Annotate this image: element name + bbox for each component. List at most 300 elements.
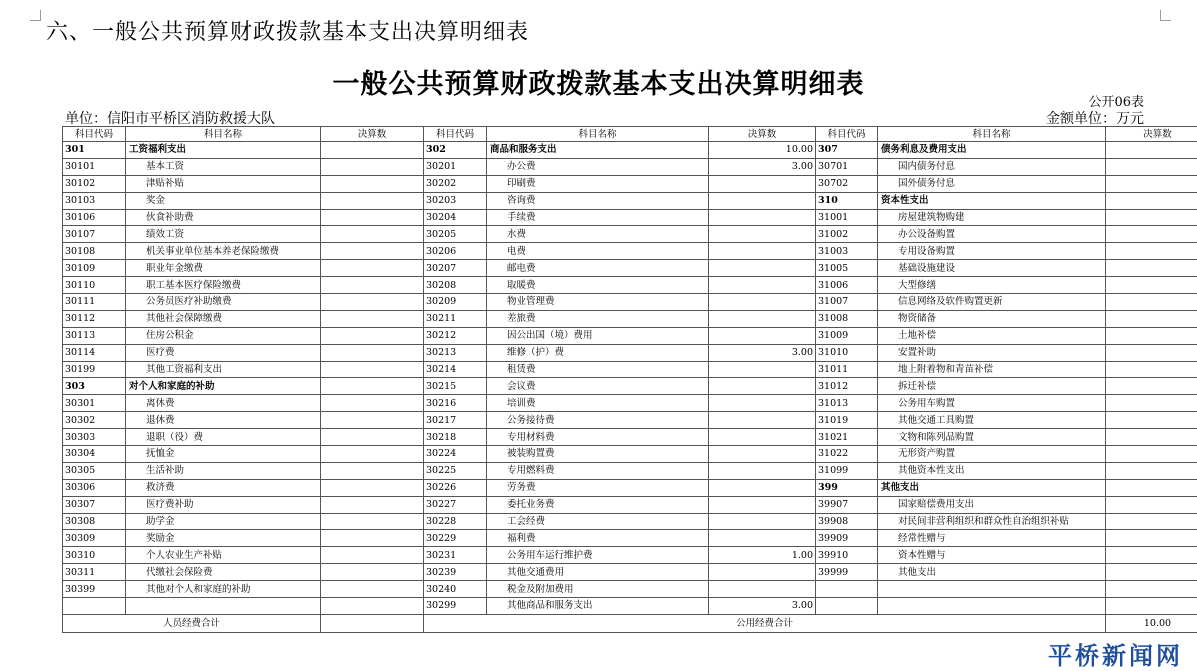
final-amount-cell (1106, 344, 1197, 361)
final-amount-cell (709, 310, 816, 327)
subject-name-cell: 房屋建筑物购建 (878, 209, 1106, 226)
final-amount-cell (709, 395, 816, 412)
subject-code-cell: 31009 (816, 327, 878, 344)
subject-name-cell: 手续费 (487, 209, 709, 226)
final-amount-cell (709, 462, 816, 479)
final-amount-cell (321, 564, 424, 581)
column-header: 科目名称 (126, 127, 321, 142)
subject-code-cell: 39999 (816, 564, 878, 581)
subject-code-cell: 30211 (424, 310, 487, 327)
subject-name-cell: 会议费 (487, 378, 709, 395)
subject-code-cell: 30216 (424, 395, 487, 412)
subject-code-cell: 30311 (63, 564, 126, 581)
subject-code-cell: 30199 (63, 361, 126, 378)
final-amount-cell (1106, 277, 1197, 294)
subject-code-cell: 30214 (424, 361, 487, 378)
table-row (63, 158, 1197, 175)
final-amount-cell (1106, 598, 1197, 615)
table-row (63, 310, 1197, 327)
subject-code-cell: 30109 (63, 260, 126, 277)
final-amount-cell (321, 209, 424, 226)
subject-code-cell: 31013 (816, 395, 878, 412)
subject-name-cell: 工会经费 (487, 513, 709, 530)
subject-code-cell: 31099 (816, 462, 878, 479)
subject-name-cell: 经常性赠与 (878, 530, 1106, 547)
subject-code-cell: 30310 (63, 547, 126, 564)
subject-code-cell (816, 598, 878, 615)
final-amount-cell (1106, 243, 1197, 260)
final-amount-cell (1106, 513, 1197, 530)
final-amount-cell (709, 243, 816, 260)
section-heading: 六、一般公共预算财政拨款基本支出决算明细表 (46, 20, 530, 45)
subject-name-cell: 大型修缮 (878, 277, 1106, 294)
subject-code-cell: 30110 (63, 277, 126, 294)
subject-code-cell: 39910 (816, 547, 878, 564)
subject-code-cell: 30224 (424, 446, 487, 463)
final-amount-cell (321, 496, 424, 513)
table-row (63, 192, 1197, 209)
subject-name-cell: 委托业务费 (487, 496, 709, 513)
table-row (63, 344, 1197, 361)
final-amount-cell: 1.00 (709, 547, 816, 564)
table-row (63, 327, 1197, 344)
subject-code-cell: 30206 (424, 243, 487, 260)
final-amount-cell (321, 378, 424, 395)
subject-name-cell: 物资储备 (878, 310, 1106, 327)
table-row (63, 496, 1197, 513)
subject-name-cell: 租赁费 (487, 361, 709, 378)
subject-code-cell: 30308 (63, 513, 126, 530)
subject-code-cell: 303 (63, 378, 126, 395)
subject-code-cell: 31010 (816, 344, 878, 361)
subject-name-cell: 水费 (487, 226, 709, 243)
subject-name-cell: 退职（役）费 (126, 429, 321, 446)
final-amount-cell (1106, 395, 1197, 412)
subject-code-cell: 30302 (63, 412, 126, 429)
subject-code-cell: 30107 (63, 226, 126, 243)
public-total-label: 公用经费合计 (424, 614, 1106, 632)
final-amount-cell (321, 192, 424, 209)
subject-name-cell: 信息网络及软件购置更新 (878, 294, 1106, 311)
column-header: 科目名称 (487, 127, 709, 142)
subject-code-cell: 30203 (424, 192, 487, 209)
personnel-total-label: 人员经费合计 (63, 614, 321, 632)
subject-code-cell (816, 581, 878, 598)
final-amount-cell (709, 530, 816, 547)
subject-code-cell: 31019 (816, 412, 878, 429)
final-amount-cell (709, 209, 816, 226)
subject-code-cell: 31007 (816, 294, 878, 311)
subject-name-cell: 资本性赠与 (878, 547, 1106, 564)
table-row (63, 226, 1197, 243)
subject-name-cell: 其他交通费用 (487, 564, 709, 581)
subject-name-cell: 基本工资 (126, 158, 321, 175)
subject-code-cell: 30228 (424, 513, 487, 530)
final-amount-cell (321, 395, 424, 412)
final-amount-cell (321, 260, 424, 277)
final-amount-cell (321, 175, 424, 192)
subject-code-cell: 30205 (424, 226, 487, 243)
final-amount-cell (709, 412, 816, 429)
final-amount-cell (1106, 479, 1197, 496)
final-amount-cell (709, 429, 816, 446)
subject-code-cell: 30103 (63, 192, 126, 209)
final-amount-cell (709, 226, 816, 243)
subject-code-cell: 30399 (63, 581, 126, 598)
unit-label: 单位：信阳市平桥区消防救援大队 (65, 111, 275, 127)
table-row (63, 581, 1197, 598)
subject-code-cell: 39908 (816, 513, 878, 530)
subject-code-cell: 31003 (816, 243, 878, 260)
subject-name-cell: 其他对个人和家庭的补助 (126, 581, 321, 598)
subject-code-cell: 30229 (424, 530, 487, 547)
subject-code-cell: 30303 (63, 429, 126, 446)
subject-code-cell: 30113 (63, 327, 126, 344)
subject-name-cell: 离休费 (126, 395, 321, 412)
subject-name-cell: 退休费 (126, 412, 321, 429)
subject-name-cell: 印刷费 (487, 175, 709, 192)
table-row (63, 513, 1197, 530)
subject-name-cell: 被装购置费 (487, 446, 709, 463)
budget-detail-table (62, 126, 1197, 633)
subject-name-cell: 差旅费 (487, 310, 709, 327)
subject-code-cell: 31021 (816, 429, 878, 446)
final-amount-cell (321, 226, 424, 243)
final-amount-cell (1106, 260, 1197, 277)
subject-code-cell: 39907 (816, 496, 878, 513)
subject-name-cell: 奖励金 (126, 530, 321, 547)
subject-name-cell: 其他支出 (878, 564, 1106, 581)
final-amount-cell: 10.00 (709, 142, 816, 159)
final-amount-cell (1106, 462, 1197, 479)
subject-name-cell: 其他资本性支出 (878, 462, 1106, 479)
subject-name-cell: 国家赔偿费用支出 (878, 496, 1106, 513)
subject-name-cell: 办公费 (487, 158, 709, 175)
subject-code-cell: 30702 (816, 175, 878, 192)
subject-code-cell: 30209 (424, 294, 487, 311)
subject-name-cell: 助学金 (126, 513, 321, 530)
subject-code-cell: 301 (63, 142, 126, 159)
final-amount-cell (321, 513, 424, 530)
subject-code-cell: 31006 (816, 277, 878, 294)
subject-code-cell (63, 598, 126, 615)
subject-name-cell: 维修（护）费 (487, 344, 709, 361)
subject-name-cell: 咨询费 (487, 192, 709, 209)
subject-name-cell: 公务接待费 (487, 412, 709, 429)
subject-name-cell: 安置补助 (878, 344, 1106, 361)
subject-name-cell: 代缴社会保险费 (126, 564, 321, 581)
subject-code-cell: 30225 (424, 462, 487, 479)
table-row (63, 547, 1197, 564)
subject-name-cell (126, 598, 321, 615)
subject-name-cell: 培训费 (487, 395, 709, 412)
subject-name-cell: 商品和服务支出 (487, 142, 709, 159)
final-amount-cell (1106, 496, 1197, 513)
subject-name-cell: 专用设备购置 (878, 243, 1106, 260)
final-amount-cell (709, 479, 816, 496)
final-amount-cell (321, 142, 424, 159)
subject-code-cell: 30108 (63, 243, 126, 260)
final-amount-cell: 3.00 (709, 158, 816, 175)
final-amount-cell (321, 547, 424, 564)
subject-name-cell: 邮电费 (487, 260, 709, 277)
table-row (63, 462, 1197, 479)
subject-name-cell: 取暖费 (487, 277, 709, 294)
final-amount-cell (1106, 412, 1197, 429)
final-amount-cell: 3.00 (709, 344, 816, 361)
subject-code-cell: 30101 (63, 158, 126, 175)
subject-code-cell: 302 (424, 142, 487, 159)
final-amount-cell (709, 564, 816, 581)
subject-code-cell: 31012 (816, 378, 878, 395)
final-amount-cell (1106, 226, 1197, 243)
subject-name-cell: 无形资产购置 (878, 446, 1106, 463)
subject-name-cell: 职业年金缴费 (126, 260, 321, 277)
subject-name-cell: 工资福利支出 (126, 142, 321, 159)
final-amount-cell (321, 294, 424, 311)
table-row (63, 260, 1197, 277)
subject-code-cell: 30212 (424, 327, 487, 344)
final-amount-cell (1106, 158, 1197, 175)
final-amount-cell (321, 429, 424, 446)
table-row (63, 446, 1197, 463)
subject-code-cell: 30307 (63, 496, 126, 513)
final-amount-cell (1106, 327, 1197, 344)
subject-code-cell: 30217 (424, 412, 487, 429)
column-header: 科目代码 (424, 127, 487, 142)
public-total-value: 10.00 (1106, 614, 1197, 632)
final-amount-cell (1106, 547, 1197, 564)
final-amount-cell (709, 294, 816, 311)
subject-name-cell (878, 598, 1106, 615)
column-header: 科目名称 (878, 127, 1106, 142)
subject-code-cell: 30208 (424, 277, 487, 294)
subject-code-cell: 399 (816, 479, 878, 496)
subject-name-cell: 办公设备购置 (878, 226, 1106, 243)
final-amount-cell (709, 192, 816, 209)
subject-name-cell: 住房公积金 (126, 327, 321, 344)
subject-name-cell: 国外债务付息 (878, 175, 1106, 192)
subject-code-cell: 31011 (816, 361, 878, 378)
final-amount-cell (1106, 378, 1197, 395)
subject-name-cell: 专用燃料费 (487, 462, 709, 479)
subject-name-cell: 债务利息及费用支出 (878, 142, 1106, 159)
subject-name-cell: 伙食补助费 (126, 209, 321, 226)
final-amount-cell (1106, 530, 1197, 547)
subject-code-cell: 39909 (816, 530, 878, 547)
final-amount-cell (709, 378, 816, 395)
subject-name-cell: 对个人和家庭的补助 (126, 378, 321, 395)
page-corner-mark-right (1160, 10, 1171, 21)
final-amount-cell (1106, 310, 1197, 327)
final-amount-cell (709, 175, 816, 192)
subject-name-cell: 其他工资福利支出 (126, 361, 321, 378)
table-header-row (63, 127, 1197, 142)
final-amount-cell (321, 310, 424, 327)
final-amount-cell (321, 344, 424, 361)
final-amount-cell (321, 158, 424, 175)
subject-code-cell: 31002 (816, 226, 878, 243)
table-row (63, 294, 1197, 311)
final-amount-cell (1106, 192, 1197, 209)
table-row (63, 243, 1197, 260)
subject-name-cell: 公务用车购置 (878, 395, 1106, 412)
subject-code-cell: 31022 (816, 446, 878, 463)
subject-code-cell: 31005 (816, 260, 878, 277)
table-row (63, 378, 1197, 395)
column-header: 科目代码 (816, 127, 878, 142)
final-amount-cell (1106, 446, 1197, 463)
subject-code-cell: 31001 (816, 209, 878, 226)
subject-name-cell: 对民间非营利组织和群众性自治组织补贴 (878, 513, 1106, 530)
subject-name-cell: 电费 (487, 243, 709, 260)
subject-code-cell: 30306 (63, 479, 126, 496)
subject-name-cell: 奖金 (126, 192, 321, 209)
subject-name-cell: 其他交通工具购置 (878, 412, 1106, 429)
subject-code-cell: 310 (816, 192, 878, 209)
column-header: 决算数 (1106, 127, 1197, 142)
subject-name-cell: 土地补偿 (878, 327, 1106, 344)
subject-name-cell: 公务用车运行维护费 (487, 547, 709, 564)
subject-name-cell: 文物和陈列品购置 (878, 429, 1106, 446)
final-amount-cell (321, 446, 424, 463)
final-amount-cell: 3.00 (709, 598, 816, 615)
subject-code-cell: 30112 (63, 310, 126, 327)
subject-name-cell: 国内债务付息 (878, 158, 1106, 175)
table-row (63, 361, 1197, 378)
subject-code-cell: 30239 (424, 564, 487, 581)
final-amount-cell (709, 361, 816, 378)
subject-name-cell: 物业管理费 (487, 294, 709, 311)
subject-name-cell: 资本性支出 (878, 192, 1106, 209)
final-amount-cell (709, 496, 816, 513)
column-header: 决算数 (321, 127, 424, 142)
table-row (63, 412, 1197, 429)
subject-code-cell: 30701 (816, 158, 878, 175)
final-amount-cell (709, 260, 816, 277)
table-row (63, 429, 1197, 446)
subject-name-cell: 津贴补贴 (126, 175, 321, 192)
subject-name-cell: 救济费 (126, 479, 321, 496)
table-row (63, 175, 1197, 192)
page-corner-mark-left (30, 10, 41, 21)
subject-name-cell: 个人农业生产补贴 (126, 547, 321, 564)
final-amount-cell (1106, 142, 1197, 159)
subject-code-cell: 30301 (63, 395, 126, 412)
column-header: 科目代码 (63, 127, 126, 142)
site-watermark: 平桥新闻网 (1048, 641, 1183, 670)
table-row (63, 209, 1197, 226)
final-amount-cell (709, 581, 816, 598)
table-row (63, 479, 1197, 496)
subject-name-cell: 基础设施建设 (878, 260, 1106, 277)
subject-code-cell: 30231 (424, 547, 487, 564)
subject-code-cell: 30207 (424, 260, 487, 277)
subject-name-cell: 因公出国（境）费用 (487, 327, 709, 344)
final-amount-cell (1106, 361, 1197, 378)
subject-code-cell: 30299 (424, 598, 487, 615)
subject-code-cell: 30102 (63, 175, 126, 192)
subject-code-cell: 30226 (424, 479, 487, 496)
subject-code-cell: 30240 (424, 581, 487, 598)
subject-code-cell: 30305 (63, 462, 126, 479)
table-row (63, 598, 1197, 615)
subject-name-cell: 专用材料费 (487, 429, 709, 446)
form-number: 公开06表 (1088, 95, 1144, 110)
subject-code-cell: 30309 (63, 530, 126, 547)
totals-row (63, 614, 1197, 632)
final-amount-cell (321, 598, 424, 615)
subject-code-cell: 30215 (424, 378, 487, 395)
final-amount-cell (321, 277, 424, 294)
table-row (63, 395, 1197, 412)
final-amount-cell (321, 462, 424, 479)
subject-name-cell: 其他社会保障缴费 (126, 310, 321, 327)
subject-code-cell: 307 (816, 142, 878, 159)
final-amount-cell (1106, 429, 1197, 446)
subject-code-cell: 30227 (424, 496, 487, 513)
final-amount-cell (1106, 294, 1197, 311)
subject-code-cell: 30204 (424, 209, 487, 226)
subject-name-cell: 绩效工资 (126, 226, 321, 243)
subject-code-cell: 30111 (63, 294, 126, 311)
final-amount-cell (321, 581, 424, 598)
subject-name-cell: 职工基本医疗保险缴费 (126, 277, 321, 294)
subject-code-cell: 30202 (424, 175, 487, 192)
table-row (63, 564, 1197, 581)
final-amount-cell (321, 243, 424, 260)
final-amount-cell (709, 446, 816, 463)
subject-code-cell: 30201 (424, 158, 487, 175)
subject-name-cell: 医疗费补助 (126, 496, 321, 513)
final-amount-cell (321, 327, 424, 344)
subject-code-cell: 30114 (63, 344, 126, 361)
subject-name-cell: 机关事业单位基本养老保险缴费 (126, 243, 321, 260)
subject-name-cell: 福利费 (487, 530, 709, 547)
subject-name-cell: 拆迁补偿 (878, 378, 1106, 395)
amount-unit-label: 金额单位：万元 (1046, 111, 1144, 127)
table-row (63, 277, 1197, 294)
subject-code-cell: 30304 (63, 446, 126, 463)
subject-code-cell: 30218 (424, 429, 487, 446)
subject-name-cell: 地上附着物和青苗补偿 (878, 361, 1106, 378)
subject-name-cell: 医疗费 (126, 344, 321, 361)
table-row (63, 142, 1197, 159)
subject-name-cell: 税金及附加费用 (487, 581, 709, 598)
subject-code-cell: 30213 (424, 344, 487, 361)
column-header: 决算数 (709, 127, 816, 142)
subject-name-cell: 生活补助 (126, 462, 321, 479)
table-row (63, 530, 1197, 547)
final-amount-cell (321, 361, 424, 378)
final-amount-cell (1106, 564, 1197, 581)
subject-name-cell: 其他支出 (878, 479, 1106, 496)
subject-name-cell: 公务员医疗补助缴费 (126, 294, 321, 311)
subject-name-cell: 抚恤金 (126, 446, 321, 463)
personnel-total-value (321, 614, 424, 632)
final-amount-cell (709, 277, 816, 294)
final-amount-cell (321, 412, 424, 429)
subject-name-cell: 其他商品和服务支出 (487, 598, 709, 615)
subject-name-cell: 劳务费 (487, 479, 709, 496)
final-amount-cell (709, 327, 816, 344)
final-amount-cell (709, 513, 816, 530)
final-amount-cell (321, 479, 424, 496)
final-amount-cell (1106, 581, 1197, 598)
subject-code-cell: 30106 (63, 209, 126, 226)
subject-code-cell: 31008 (816, 310, 878, 327)
subject-name-cell (878, 581, 1106, 598)
